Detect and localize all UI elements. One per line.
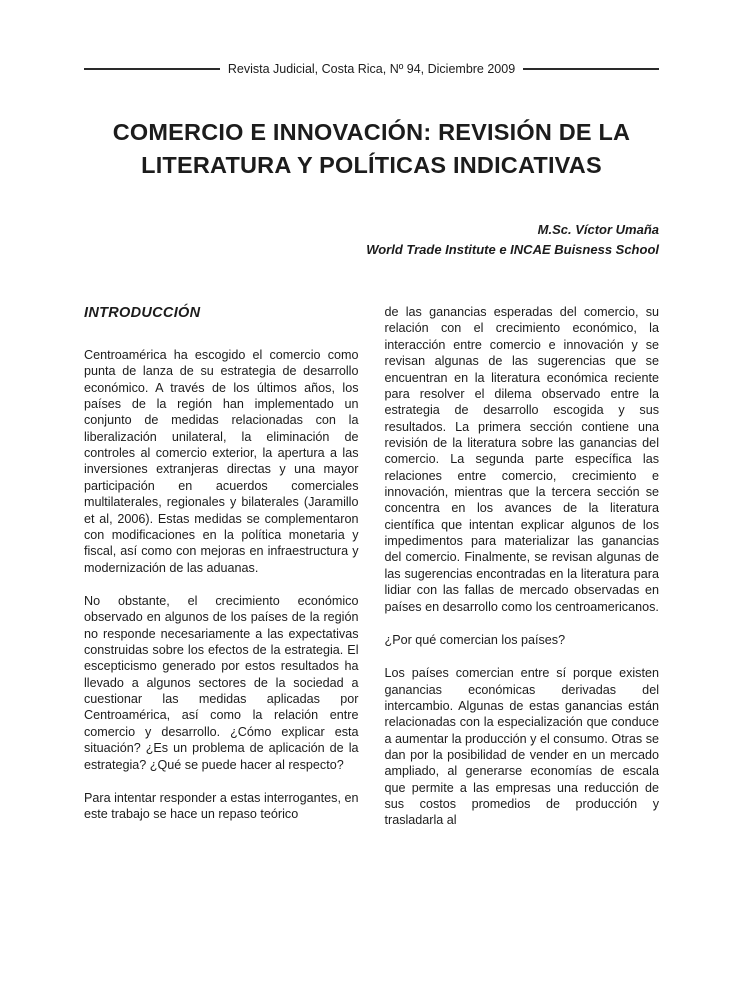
paragraph: Centroamérica ha escogido el comercio como punta de lanza de su estrategia de desarrollo económico. A través de los últimos años, los países de la región han implementado un conjunto de medidas relacionadas con la liberalización unilateral, la eliminación de controles al comercio exterior, la apertura a las inversiones extranjeras directas y una mayor participación en acuerdos comerciales multilaterales, regionales y bilaterales (Jaramillo et al, 2006). Estas medidas se complementaron con modificaciones en la política monetaria y fiscal, así como con mejoras en infraestructura y modernización de las aduanas.: [84, 347, 359, 575]
author-block: [84, 220, 659, 260]
left-column: [84, 304, 359, 846]
paragraph: Para intentar responder a estas interrogantes, en este trabajo se hace un repaso teórico: [84, 790, 359, 822]
article-body: [84, 304, 659, 846]
paragraph: No obstante, el crecimiento económico observado en algunos de los países de la región no responde necesariamente a las expectativas construidas sobre los efectos de la estrategia. El escepticismo generado por estos resultados ha llevado a algunos sectores de la sociedad a cuestionar las medidas aplicadas por Centroamérica, así como la relación entre comercio y desarrollo. ¿Cómo explicar esta situación? ¿Es un problema de aplicación de la estrategia? ¿Qué se puede hacer al respecto?: [84, 593, 359, 772]
header-rule-right: [523, 68, 659, 70]
section-heading-introduccion: INTRODUCCIÓN: [84, 305, 201, 322]
subsection-question: ¿Por qué comercian los países?: [384, 632, 566, 647]
journal-title: Revista Judicial, Costa Rica, Nº 94, Diciembre 2009: [227, 62, 516, 76]
article-title: COMERCIO E INNOVACIÓN: REVISIÓN DE LA LITERATURA Y POLÍTICAS INDICATIVAS: [112, 119, 631, 178]
right-column: [385, 304, 660, 846]
author-name: M.Sc. Víctor Umaña: [537, 221, 659, 237]
header-rule-left: [84, 68, 220, 70]
paragraph: de las ganancias esperadas del comercio, su relación con el crecimiento económico, la interacción entre comercio e innovación y se revisan algunas de las sugerencias que se encuentran en la literatura económica reciente para resolver el dilema observado entre la estrategia de desarrollo escogida y sus resultados. La primera sección contiene una revisión de la literatura sobre las ganancias del comercio. La segunda parte específica las relaciones entre comercio, crecimiento e innovación, mientras que la tercera sección se concentra en los avances de la literatura científica que intentan explicar algunos de los impedimentos para materializar las ganancias del comercio. Finalmente, se revisan algunas de las sugerencias encontradas en la literatura para lidiar con las fallas de mercado observadas en países en desarrollo como los centroamericanos.: [384, 305, 659, 614]
paragraph: Los países comercian entre sí porque existen ganancias económicas derivadas del intercambio. Algunas de estas ganancias están relacionadas con la especialización que conduce a aumentar la producción y el consumo. Otras se dan por la posibilidad de vender en un mercado ampliado, al generarse economías de escala que permite a las empresas una reducción de sus costos promedios de producción y trasladarla al: [384, 666, 659, 828]
journal-header: [84, 62, 659, 76]
author-affiliation: World Trade Institute e INCAE Buisness School: [366, 241, 659, 257]
